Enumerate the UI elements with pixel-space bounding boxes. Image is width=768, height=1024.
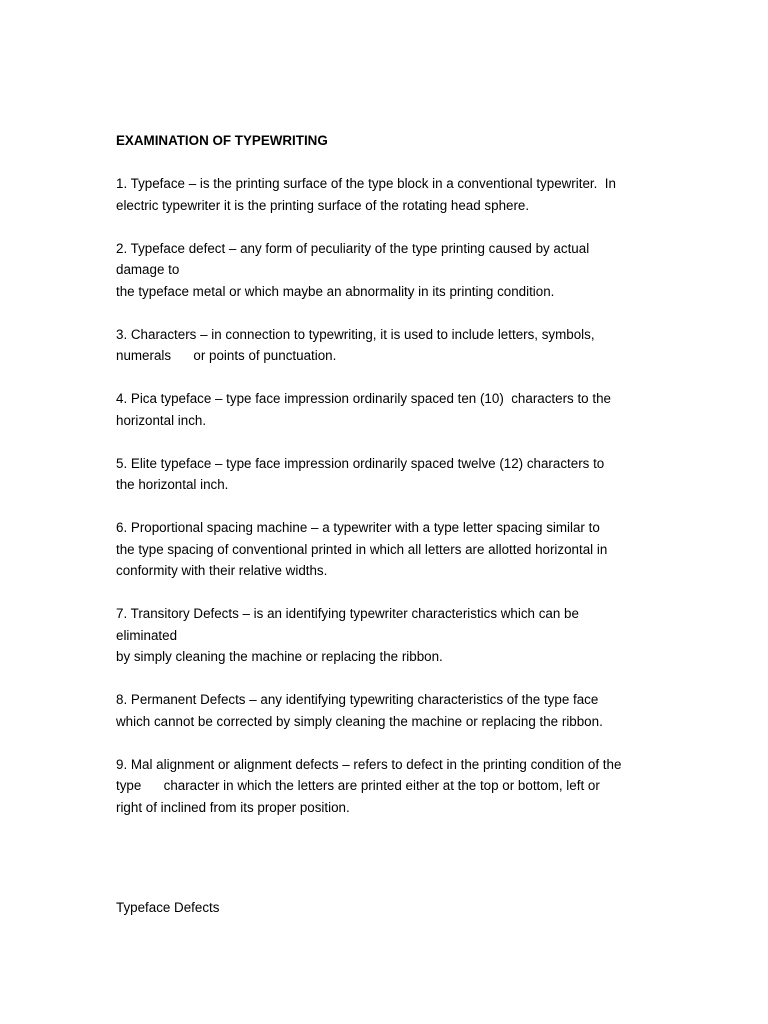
document-title: EXAMINATION OF TYPEWRITING [116,133,328,148]
definition-line: numerals or points of punctuation. [116,348,337,363]
spacer [116,216,661,238]
definition-line: 7. Transitory Defects – is an identifying typewriter characteristics which can be [116,606,579,621]
definition-mal-alignment [116,754,661,819]
definition-line: damage to [116,262,180,277]
definition-line: 2. Typeface defect – any form of peculiarity of the type printing caused by actual [116,240,590,256]
spacer [116,152,661,174]
definition-elite-typeface [116,453,661,496]
spacer [116,732,661,754]
definition-line: 8. Permanent Defects – any identifying typewriting characteristics of the type face [116,692,599,707]
section-heading: Typeface Defects [116,900,220,915]
definition-transitory-defects [116,603,661,668]
definition-line: the type spacing of conventional printed in which all letters are allotted horizontal in [116,541,608,557]
spacer [116,367,661,389]
definition-typeface-defect [116,238,661,303]
definition-line: horizontal inch. [116,412,207,428]
definition-pica-typeface [116,388,661,431]
definition-line: electric typewriter it is the printing surface of the rotating head sphere. [116,197,530,213]
definition-line: the horizontal inch. [116,477,229,492]
definition-line: the typeface metal or which maybe an abnormality in its printing condition. [116,283,555,299]
spacer [116,302,661,324]
definition-line: 6. Proportional spacing machine – a typewriter with a type letter spacing similar to [116,520,600,535]
definition-typeface [116,173,661,216]
definition-line: conformity with their relative widths. [116,563,328,578]
definition-permanent-defects [116,689,661,732]
spacer [116,582,661,604]
definition-line: by simply cleaning the machine or replacing the ribbon. [116,649,443,664]
definition-line: 9. Mal alignment or alignment defects – refers to defect in the printing condition of the [116,756,622,772]
definition-line: 1. Typeface – is the printing surface of the type block in a conventional typewriter. In [116,176,616,191]
spacer [116,668,661,690]
definition-line: right of inclined from its proper position. [116,799,350,815]
spacer [116,431,661,453]
definition-line: 3. Characters – in connection to typewriting, it is used to include letters, symbols, [116,326,595,342]
definition-proportional-spacing [116,517,661,582]
definition-line: type character in which the letters are printed either at the top or bottom, left or [116,778,600,793]
document-body [116,130,661,818]
definition-line: 5. Elite typeface – type face impression ordinarily spaced twelve (12) characters to [116,455,605,471]
definition-line: which cannot be corrected by simply cleaning the machine or replacing the ribbon. [116,713,603,729]
definition-characters [116,324,661,367]
definition-line: 4. Pica typeface – type face impression ordinarily spaced ten (10) characters to the [116,391,611,406]
definition-line: eliminated [116,627,178,643]
spacer [116,496,661,518]
